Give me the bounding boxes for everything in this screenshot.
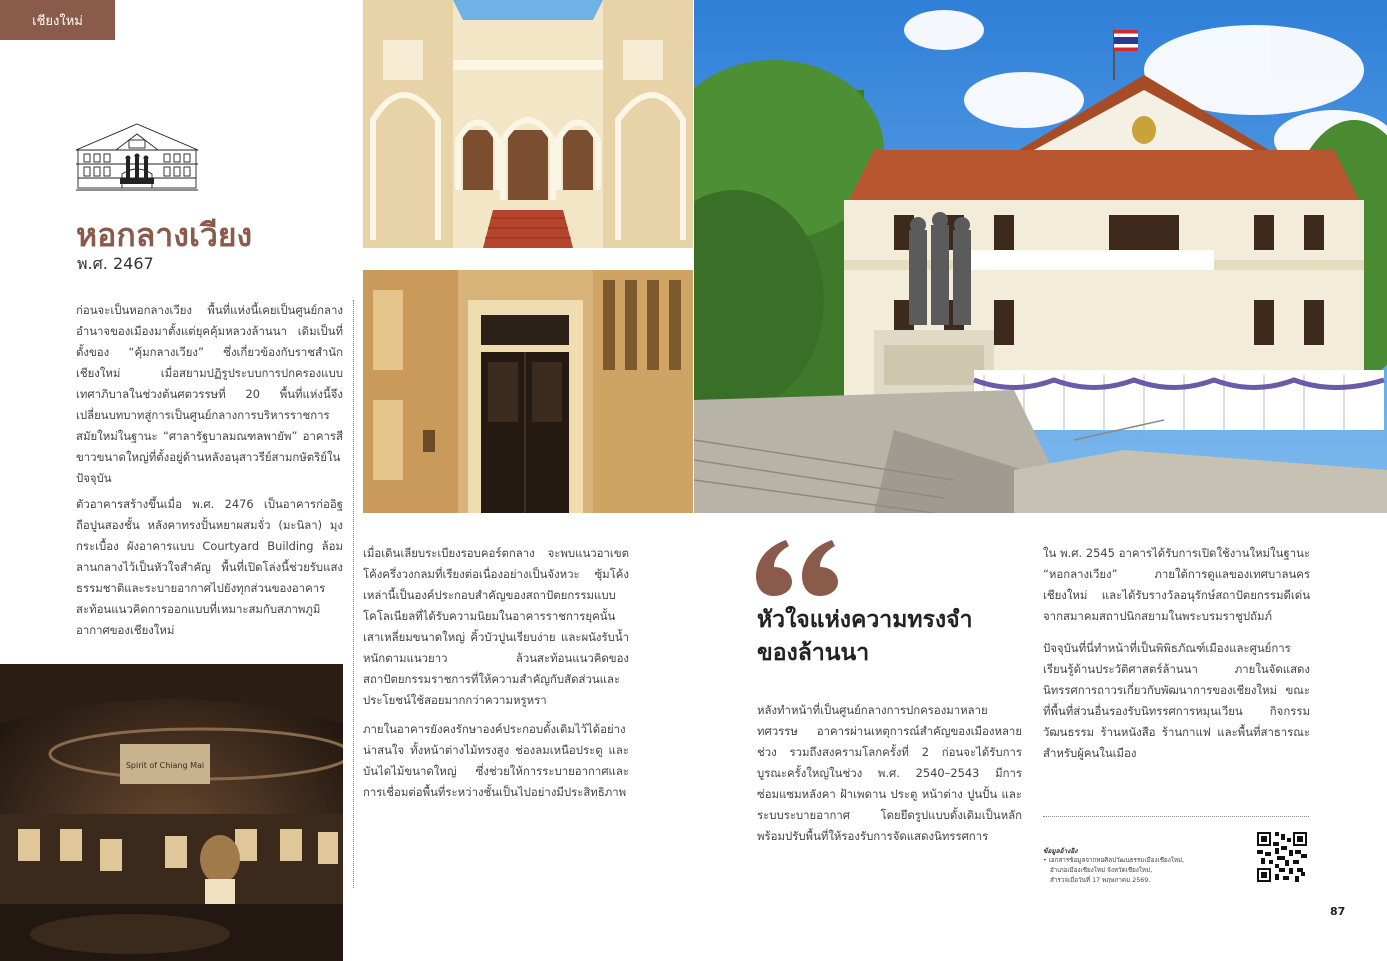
left-paragraph-2: ตัวอาคารสร้างขึ้นเมื่อ พ.ศ. 2476 เป็นอาคารก่ออิฐถือปูนสองชั้น หลังคาทรงปั้นหยาผสมจั่ว (มะนิลา) มุงกระเบื้อง ผังอาคารแบบ Courtyard Building ล้อมลานกลางไว้เป็นหัวใจสำคัญ พื้นที่เปิดโล่งนี้ช่วยรับแสงธรรมชาติและระบายอากาศไปยังทุกส่วนของอาคาร สะท้อนแนวคิดการออกแบบที่เหมาะสมกับสภาพภูมิอากาศของเชียงใหม่ bbox=[76, 497, 343, 637]
interior-door-photo bbox=[363, 270, 693, 513]
reference-divider bbox=[1043, 816, 1309, 817]
reference-list bbox=[1043, 856, 1218, 886]
quote-column-paragraph: หลังทำหน้าที่เป็นศูนย์กลางการปกครองมาหลายทศวรรษ อาคารผ่านเหตุการณ์สำคัญของเมืองหลายช่วง รวมถึงสงครามโลกครั้งที่ 2 ก่อนจะได้รับการบูรณะครั้งใหญ่ในช่วง พ.ศ. 2540–2543 มีการซ่อมแซมหลังคา ฝ้าเพดาน ประตู หน้าต่าง ปูนปั้น และระบบระบายอากาศ โดยยึดรูปแบบดั้งเดิมเป็นหลัก พร้อมปรับพื้นที่ให้รองรับการจัดแสดงนิทรรศการ bbox=[757, 703, 1022, 843]
page-number: 87 bbox=[1330, 905, 1346, 918]
middle-paragraph-2: ภายในอาคารยังคงรักษาองค์ประกอบดั้งเดิมไว้ได้อย่างน่าสนใจ ทั้งหน้าต่างไม้ทรงสูง ช่องลมเหนือประตู และบันไดไม้ขนาดใหญ่ ซึ่งช่วยให้การระบายอากาศและการเชื่อมต่อพื้นที่ระหว่างชั้นเป็นไปอย่างมีประสิทธิภาพ bbox=[363, 722, 629, 799]
pull-quote bbox=[757, 604, 1027, 670]
reference-title: ข้อมูลอ้างอิง bbox=[1043, 847, 1078, 855]
reference-line: • เอกสารข้อมูลจากหอศิลปวัฒนธรรมเมืองเชียงใหม่, bbox=[1043, 857, 1185, 864]
column-divider bbox=[353, 300, 354, 888]
museum-interior-photo bbox=[0, 664, 343, 961]
quote-mark-icon bbox=[756, 540, 838, 596]
qr-code-icon[interactable] bbox=[1257, 832, 1307, 882]
right-paragraph-1: ใน พ.ศ. 2545 อาคารได้รับการเปิดใช้งานใหม่ในฐานะ “หอกลางเวียง” ภายใต้การดูแลของเทศบาลนครเชียงใหม่ และได้รับรางวัลอนุรักษ์สถาปัตยกรรมดีเด่นจากสมาคมสถาปนิกสยามในพระบรมราชูปถัมภ์ bbox=[1043, 546, 1310, 623]
left-paragraph-1: ก่อนจะเป็นหอกลางเวียง พื้นที่แห่งนี้เคยเป็นศูนย์กลางอำนาจของเมืองมาตั้งแต่ยุคคุ้มหลวงล้านนา เดิมเป็นที่ตั้งของ “คุ้มกลางเวียง” ซึ่งเกี่ยวข้องกับราชสำนักเชียงใหม่ เมื่อสยามปฏิรูประบบการปกครองแบบเทศาภิบาลในช่วงต้นศตวรรษที่ 20 พื้นที่แห่งนี้จึงเปลี่ยนบทบาทสู่การเป็นศูนย์กลางการบริหารราชการสมัยใหม่ในฐานะ “ศาลารัฐบาลมณฑลพายัพ” อาคารสีขาวขนาดใหญ่ที่ตั้งอยู่ด้านหลังอนุสาวรีย์สามกษัตริย์ในปัจจุบัน bbox=[76, 303, 343, 485]
courtyard-arches-photo bbox=[363, 0, 693, 248]
page-title: หอกลางเวียง bbox=[76, 216, 253, 254]
building-illustration bbox=[76, 120, 198, 192]
main-building-photo bbox=[694, 0, 1387, 513]
reference-line: สำรวจเมื่อวันที่ 17 พฤษภาคม 2569. bbox=[1050, 877, 1151, 884]
middle-paragraph-1: เมื่อเดินเลียบระเบียงรอบคอร์ตกลาง จะพบแนวอาเขตโค้งครึ่งวงกลมที่เรียงต่อเนื่องอย่างเป็นจังหวะ ซุ้มโค้งเหล่านี้เป็นองค์ประกอบสำคัญของสถาปัตยกรรมแบบโคโลเนียลที่ได้รับความนิยมในอาคารราชการยุคนั้น เสาเหลี่ยมขนาดใหญ่ คิ้วบัวปูนเรียบง่าย และผนังรับน้ำหนักตามแนวยาว ล้วนสะท้อนแนวคิดของสถาปัตยกรรมราชการที่ให้ความสำคัญกับสัดส่วนและประโยชน์ใช้สอยมากกว่าความหรูหรา bbox=[363, 546, 629, 707]
svg-text:Spirit of Chiang Mai: Spirit of Chiang Mai bbox=[125, 761, 205, 770]
section-tag: เชียงใหม่ bbox=[0, 0, 115, 40]
pull-quote-line-1: หัวใจแห่งความทรงจำ bbox=[757, 607, 973, 633]
right-paragraph-2: ปัจจุบันที่นี่ทำหน้าที่เป็นพิพิธภัณฑ์เมืองและศูนย์การเรียนรู้ด้านประวัติศาสตร์ล้านนา ภายในจัดแสดงนิทรรศการถาวรเกี่ยวกับพัฒนาการของเชียงใหม่ ขณะที่พื้นที่ส่วนอื่นรองรับนิทรรศการหมุนเวียน กิจกรรมวัฒนธรรม ร้านหนังสือ ร้านกาแฟ และพื้นที่สาธารณะสำหรับผู้คนในเมือง bbox=[1043, 641, 1310, 760]
page-year: พ.ศ. 2467 bbox=[77, 254, 154, 273]
reference-line: อำเภอเมืองเชียงใหม่ จังหวัดเชียงใหม่, bbox=[1050, 867, 1153, 874]
pull-quote-line-2: ของล้านนา bbox=[757, 640, 870, 666]
